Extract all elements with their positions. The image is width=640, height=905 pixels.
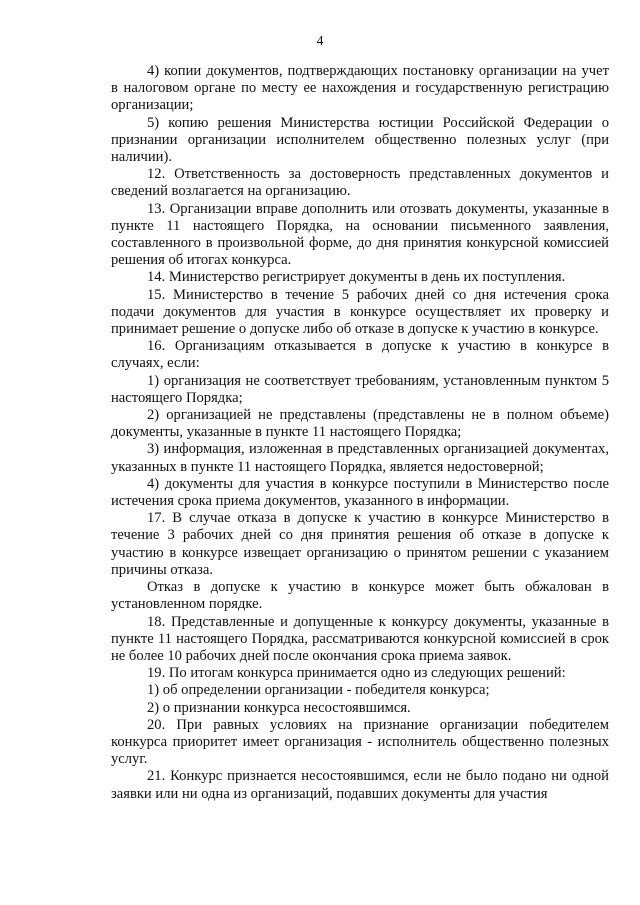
paragraph-19-decisions: 19. По итогам конкурса принимается одно из следующих решений: [147,665,566,682]
paragraph-copies-tax-registration: 4) копии документов, подтверждающих постановку организации на учет в налоговом органе по месту ее нахождения и государственную регистрацию организации; [111,63,609,114]
paragraph-copy-justice-ministry-decision: 5) копию решения Министерства юстиции Российской Федерации о признании организации исполнителем общественно полезных услуг (при наличии). [111,114,609,166]
paragraph-17-appeal: Отказ в допуске к участию в конкурсе может быть обжалован в установленном порядке. [111,579,609,613]
paragraph-18-review: 18. Представленные и допущенные к конкурсу документы, указанные в пункте 11 настоящего Порядка, рассматриваются конкурсной комиссией в срок не более 10 рабочих дней после окончания срока приема заявок. [111,613,609,664]
paragraph-21-failed-contest: 21. Конкурс признается несостоявшимся, если не было подано ни одной заявки или ни одна из организаций, подавших документы для участия [111,768,609,802]
paragraph-19-decision-1: 1) об определении организации - победителя конкурса; [147,682,490,699]
paragraph-16-case-4: 4) документы для участия в конкурсе поступили в Министерство после истечения срока приема документов, указанного в информации. [111,475,609,510]
paragraph-16-case-3: 3) информация, изложенная в представленных организацией документах, указанных в пункте 11 настоящего Порядка, является недостоверной; [111,441,609,475]
paragraph-19-decision-2: 2) о признании конкурса несостоявшимся. [147,699,411,716]
paragraph-16-case-1: 1) организация не соответствует требованиям, установленным пунктом 5 настоящего Порядка; [111,372,609,406]
document-body [111,63,609,803]
paragraph-12-responsibility: 12. Ответственность за достоверность представленных документов и сведений возлагается на организацию. [111,166,609,200]
paragraph-14-registration: 14. Министерство регистрирует документы в день их поступления. [147,269,566,286]
paragraph-17-refusal-notice: 17. В случае отказа в допуске к участию в конкурсе Министерство в течение 3 рабочих дней со дня принятия решения об отказе в допуске к участию в конкурсе извещает организацию о принятом решении с указанием причины отказа. [111,510,609,578]
paragraph-16-case-2: 2) организацией не представлены (представлены не в полном объеме) документы, указанные в пункте 11 настоящего Порядка; [111,407,609,441]
page-number: 4 [316,34,324,49]
paragraph-20-priority: 20. При равных условиях на признание организации победителем конкурса приоритет имеет организация - исполнитель общественно полезных услуг. [111,716,609,768]
paragraph-16-refusal-cases: 16. Организациям отказывается в допуске к участию в конкурсе в случаях, если: [111,338,609,372]
paragraph-15-verification: 15. Министерство в течение 5 рабочих дней со дня истечения срока подачи документов для участия в конкурсе осуществляет их проверку и принимает решение о допуске либо об отказе в допуске к участию в конкурсе. [111,286,609,338]
paragraph-13-supplement-withdraw: 13. Организации вправе дополнить или отозвать документы, указанные в пункте 11 настоящего Порядка, на основании письменного заявления, составленного в произвольной форме, до дня принятия конкурсной комиссией решения об итогах конкурса. [111,200,609,269]
